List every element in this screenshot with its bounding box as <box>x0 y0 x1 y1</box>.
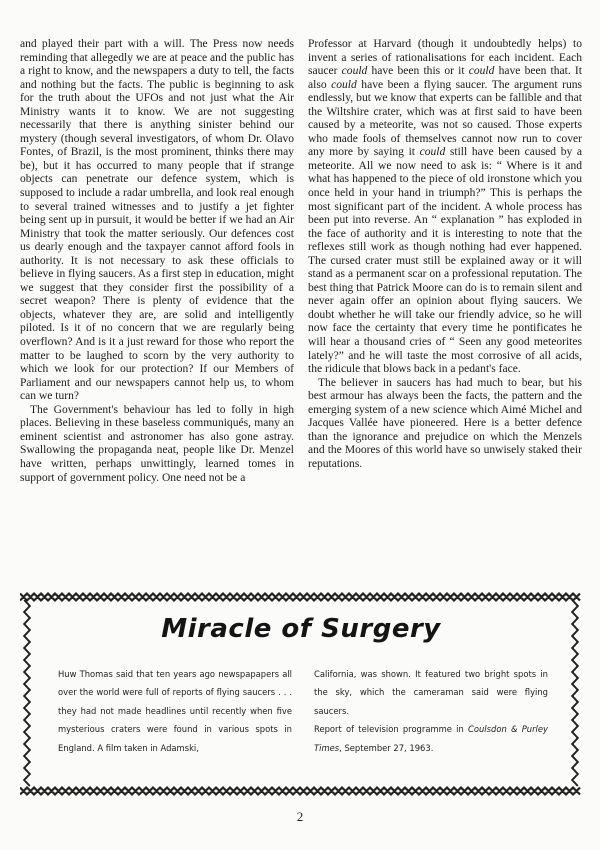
zigzag-border-top <box>20 590 582 604</box>
box-source: Report of television programme in Coulsdon & Purley Times, September 27, 1963. <box>314 724 548 753</box>
article-column-right <box>308 38 582 485</box>
page-number: 2 <box>296 809 304 824</box>
box-title: Miracle of Surgery <box>161 614 441 644</box>
emphasis: could <box>331 78 357 91</box>
box-column-left <box>58 665 292 757</box>
box-text <box>58 665 548 757</box>
box-paragraph: Huw Thomas said that ten years ago newspapapers all over the world were full of reports of flying saucers . . . they had not made headlines until recently when five mysterious craters were found in various spots in England. A film taken in Adamski, <box>58 669 292 753</box>
article-paragraph: The believer in saucers has had much to bear, but his best armour has always been the facts, the pattern and the emerging system of a new science which Aimé Michel and Jacques Vallée have pioneered. Here is a better defence than the ignorance and prejudice on which the Menzels and the Moores of this world have so unwisely staked their reputations. <box>308 376 582 470</box>
emphasis: could <box>419 146 446 159</box>
box-column-right <box>314 665 548 757</box>
article-paragraph: The Government's behaviour has led to folly in high places. Believing in these baseless communiqués, many an eminent scientist and astronomer has also gone astray. Swallowing the propaganda neat, people like Dr. Menzel have written, perhaps unwittingly, learned tomes in support of government policy. One need not be a <box>20 403 294 484</box>
zigzag-border-bottom <box>20 784 582 798</box>
emphasis: could <box>341 65 368 78</box>
article-column-left <box>20 38 294 485</box>
article-paragraph: Professor at Harvard (though it undoubtedly helps) to invent a series of rationalisations for each incident. Each saucer could have been this or it could have been that. It also could have been a flying saucer. The argument runs endlessly, but we know that experts can be fallible and that the Wiltshire crater, which was at first said to have been caused by a meteorite, was not so caused. Those experts who made fools of themselves cannot now run to cover any more by saying it could still have been caused by a meteorite. All we now need to ask is: “ Where is it and what has happened to the piece of old ironstone which you once held in your hand in triumph?” This is perhaps the most significant part of the incident. A whole process has been put into reverse. An “ explanation ” has exploded in the face of authority and it is interesting to note that the reflexes still work as though nothing had ever happened. The cursed crater must still be explained away or it will stand as a permanent scar on a professional reputation. The best thing that Patrick Moore can do is to remain silent and never again offer an opinion about flying saucers. We doubt whether he will take our friendly advice, so he will now face the certainty that every time he pontificates he will hear a thousand cries of “ Seen any good meteorites lately?” and he will taste the most corrosive of all acids, the ridicule that blows back in a pedant's face. <box>308 38 582 376</box>
quote-box <box>20 590 582 798</box>
article-body <box>20 38 582 485</box>
emphasis: could <box>468 65 495 78</box>
box-paragraph: California, was shown. It featured two bright spots in the sky, which the cameraman said were flying saucers. <box>314 669 548 716</box>
publication-name: Coulsdon & Purley Times <box>314 724 548 753</box>
article-paragraph: and played their part with a will. The Press now needs reminding that allegedly we are at peace and the public has a right to know, and the newspapers a duty to tell, the facts and nothing but the facts. The public is beginning to ask for the truth about the UFOs and not just what the Air Ministry wants it to know. We are not suggesting necessarily that there is anything sinister behind our mystery (though several investigators, of whom Dr. Olavo Fontes, of Brazil, is the most prominent, thinks there may be), but it has occurred to many people that if strange objects can penetrate our defence system, which is supposed to include a radar umbrella, and look real enough to several trained witnesses and to justify a jet fighter being sent up in pursuit, it would be better if we had an Air Ministry that took the matter seriously. Our defences cost us dearly enough and the taxpayer cannot afford fools in authority. It is not necessary to ask these officials to believe in flying saucers. As a first step in education, might we suggest that they consider first the possibility of a secret weapon? There is plenty of evidence that the objects, whatever they are, are solid and intelligently piloted. Is it of no concern that we are regularly being overflown? And is it a just reward for those who report the matter to be laughed to scorn by the very authority to which we look for our protection? If our Members of Parliament and our newspapers cannot help us, to whom can we turn? <box>20 38 294 403</box>
